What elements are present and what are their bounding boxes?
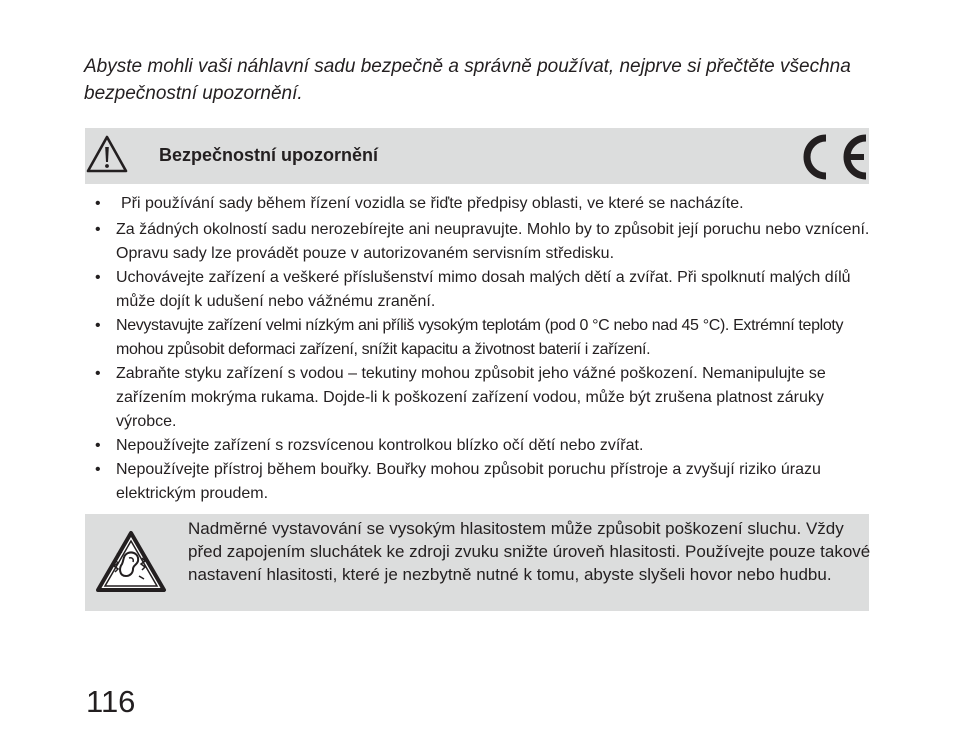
safety-bullet-list — [90, 192, 880, 506]
warning-triangle-icon — [85, 134, 129, 174]
safety-warning-header — [85, 128, 869, 184]
list-item: • Za žádných okolností sadu nerozebírejte ani neupravujte. Mohlo by to způsobit její poruchu nebo vznícení. Opravu sady lze provádět pouze v autorizovaném servisním středisku. — [90, 218, 880, 266]
hearing-damage-warning-icon — [95, 530, 167, 594]
safety-warning-title: Bezpečnostní upozornění — [159, 145, 379, 165]
list-item: • Nepoužívejte zařízení s rozsvícenou kontrolkou blízko očí dětí nebo zvířat. — [90, 434, 880, 458]
list-item: • Zabraňte styku zařízení s vodou – tekutiny mohou způsobit jeho vážné poškození. Nemanipulujte se zařízením mokrýma rukama. Dojde-li k poškození zařízení vodou, může být zrušena platnost záruky výrobce. — [90, 362, 880, 434]
list-item: • Uchovávejte zařízení a veškeré příslušenství mimo dosah malých dětí a zvířat. Při spolknutí malých dílů může dojít k udušení nebo vážnému zranění. — [90, 266, 880, 314]
ce-mark-icon — [792, 130, 870, 184]
hearing-warning-box — [85, 514, 869, 611]
page-number: 116 — [86, 684, 136, 719]
list-item: • Nepoužívejte přístroj během bouřky. Bouřky mohou způsobit poruchu přístroje a zvyšují riziko úrazu elektrickým proudem. — [90, 458, 880, 506]
list-item: • Při používání sady během řízení vozidla se řiďte předpisy oblasti, ve které se nacházíte. — [90, 192, 880, 216]
hearing-warning-text: Nadměrné vystavování se vysokým hlasitostem může způsobit poškození sluchu. Vždy před zapojením sluchátek ke zdroji zvuku snižte úroveň hlasitosti. Používejte pouze takové nastavení hlasitosti, které je nezbytně nutné k tomu, abyste slyšeli hovor nebo hudbu. — [188, 519, 871, 584]
intro-text: Abyste mohli vaši náhlavní sadu bezpečně a správně používat, nejprve si přečtěte všechna bezpečnostní upozornění. — [84, 56, 851, 104]
list-item: • Nevystavujte zařízení velmi nízkým ani příliš vysokým teplotám (pod 0 °C nebo nad 45 °C). Extrémní teploty mohou způsobit deformaci zařízení, snížit kapacitu a životnost baterií i zařízení. — [90, 314, 880, 362]
